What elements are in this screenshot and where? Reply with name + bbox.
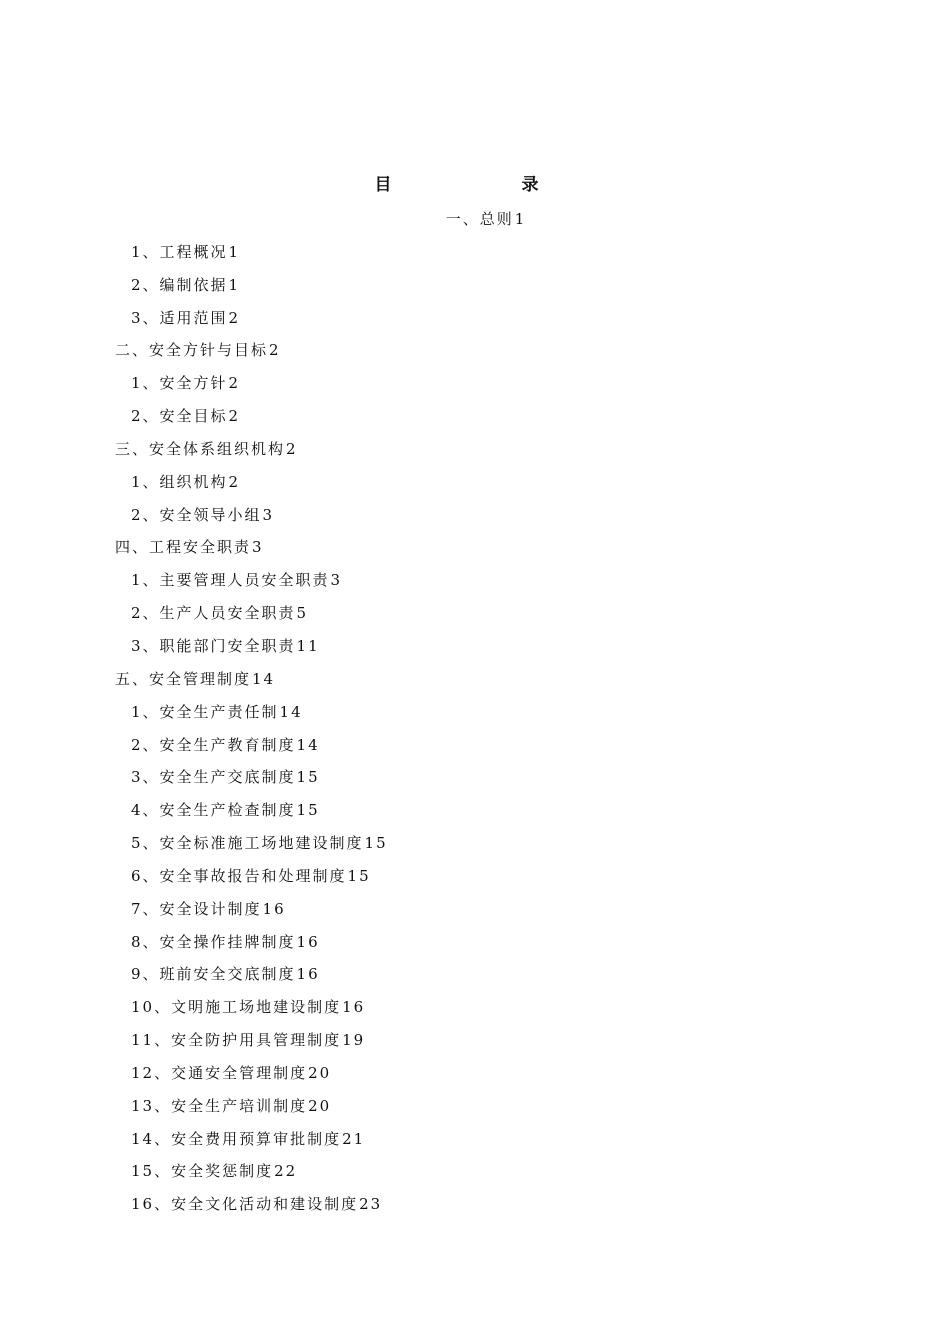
- toc-entry[interactable]: [0, 564, 950, 597]
- toc-entry[interactable]: [0, 302, 950, 335]
- toc-entry-page-number: 16: [262, 899, 286, 918]
- toc-entry-page-number: 20: [308, 1063, 332, 1082]
- toc-entry-page-number: 23: [359, 1195, 383, 1214]
- toc-entry[interactable]: [0, 269, 950, 302]
- toc-entry[interactable]: [0, 1123, 950, 1156]
- toc-entry-page-number: 11: [296, 636, 320, 655]
- toc-entry[interactable]: [0, 663, 950, 696]
- toc-entry-title: 16、安全文化活动和建设制度: [131, 1195, 359, 1214]
- toc-entry-title: 6、安全事故报告和处理制度: [131, 866, 347, 885]
- toc-entry-title: 1、组织机构: [131, 472, 228, 491]
- toc-entry-page-number: 16: [342, 998, 366, 1017]
- toc-entry-page-number: 2: [228, 374, 241, 393]
- toc-entry-page-number: 2: [228, 308, 241, 327]
- toc-entry[interactable]: [0, 236, 950, 269]
- toc-entry-page-number: 16: [296, 932, 320, 951]
- toc-entry-title: 2、安全领导小组: [131, 505, 262, 524]
- toc-entry-page-number: 22: [274, 1162, 298, 1181]
- toc-entry-page-number: 3: [330, 571, 343, 590]
- toc-title: 目 录: [374, 175, 601, 195]
- toc-entry-page-number: 14: [252, 669, 276, 688]
- toc-entry-title: 2、安全生产教育制度: [131, 735, 296, 754]
- toc-entry-page-number: 1: [514, 210, 527, 228]
- toc-entry[interactable]: [0, 400, 950, 433]
- toc-entry[interactable]: [0, 1090, 950, 1123]
- toc-entry-page-number: 20: [308, 1096, 332, 1115]
- toc-entry-page-number: 14: [296, 735, 320, 754]
- toc-entry-title: 3、职能部门安全职责: [131, 636, 296, 655]
- toc-entry-title: 14、安全费用预算审批制度: [131, 1129, 342, 1148]
- toc-entry-title: 2、安全目标: [131, 407, 228, 426]
- toc-entry-page-number: 1: [228, 242, 241, 261]
- toc-entry-page-number: 3: [252, 538, 264, 557]
- toc-entry-page-number: 21: [342, 1129, 366, 1148]
- toc-entry[interactable]: [0, 334, 950, 367]
- toc-entry[interactable]: [0, 958, 950, 991]
- toc-entry-title: 1、安全生产责任制: [131, 702, 279, 721]
- toc-entry[interactable]: [0, 761, 950, 794]
- toc-entry-page-number: 2: [286, 439, 298, 458]
- toc-entry-title: 12、交通安全管理制度: [131, 1063, 308, 1082]
- toc-entry-title: 9、班前安全交底制度: [131, 965, 296, 984]
- toc-entry-page-number: 5: [296, 604, 309, 623]
- toc-entry[interactable]: [0, 926, 950, 959]
- toc-entry-page-number: 16: [296, 965, 320, 984]
- toc-entry[interactable]: [0, 499, 950, 532]
- toc-entry-page-number: 15: [347, 866, 371, 885]
- toc-entry-page-number: 2: [228, 472, 241, 491]
- toc-entry[interactable]: [0, 1188, 950, 1221]
- toc-entry-title: 2、生产人员安全职责: [131, 604, 296, 623]
- toc-entry-title: 1、主要管理人员安全职责: [131, 571, 330, 590]
- toc-entry-title: 15、安全奖惩制度: [131, 1162, 274, 1181]
- toc-entry[interactable]: [0, 433, 950, 466]
- toc-entry-title: 三、安全体系组织机构: [115, 439, 286, 458]
- toc-entry-title: 5、安全标准施工场地建设制度: [131, 834, 364, 853]
- toc-entry-title: 4、安全生产检查制度: [131, 801, 296, 820]
- toc-entry-page-number: 1: [228, 275, 241, 294]
- toc-entry[interactable]: [0, 466, 950, 499]
- toc-entry[interactable]: [0, 597, 950, 630]
- toc-entry[interactable]: [0, 1057, 950, 1090]
- toc-entry-title: 7、安全设计制度: [131, 899, 262, 918]
- toc-entry-title: 8、安全操作挂牌制度: [131, 932, 296, 951]
- toc-entry-title: 10、文明施工场地建设制度: [131, 998, 342, 1017]
- table-of-contents: [0, 203, 950, 1221]
- toc-entry-title: 3、安全生产交底制度: [131, 768, 296, 787]
- toc-entry[interactable]: [0, 893, 950, 926]
- toc-entry-page-number: 3: [262, 505, 275, 524]
- toc-entry-page-number: 2: [269, 341, 281, 360]
- toc-entry[interactable]: [0, 203, 950, 236]
- toc-entry-title: 一、总则: [445, 210, 514, 228]
- toc-entry-title: 11、安全防护用具管理制度: [131, 1031, 342, 1050]
- toc-entry-page-number: 15: [364, 834, 388, 853]
- toc-entry-title: 1、工程概况: [131, 242, 228, 261]
- toc-entry-title: 四、工程安全职责: [115, 538, 252, 557]
- toc-entry[interactable]: [0, 794, 950, 827]
- toc-entry-title: 13、安全生产培训制度: [131, 1096, 308, 1115]
- toc-entry[interactable]: [0, 1024, 950, 1057]
- toc-entry[interactable]: [0, 860, 950, 893]
- toc-entry-title: 1、安全方针: [131, 374, 228, 393]
- toc-entry[interactable]: [0, 367, 950, 400]
- toc-entry-page-number: 19: [342, 1031, 366, 1050]
- toc-entry[interactable]: [0, 1155, 950, 1188]
- toc-entry-title: 2、编制依据: [131, 275, 228, 294]
- toc-entry-page-number: 15: [296, 801, 320, 820]
- toc-entry[interactable]: [0, 630, 950, 663]
- toc-entry-title: 五、安全管理制度: [115, 669, 252, 688]
- toc-entry-page-number: 14: [279, 702, 303, 721]
- toc-entry[interactable]: [0, 696, 950, 729]
- toc-entry[interactable]: [0, 827, 950, 860]
- toc-entry[interactable]: [0, 991, 950, 1024]
- toc-entry[interactable]: [0, 729, 950, 762]
- toc-entry-page-number: 15: [296, 768, 320, 787]
- toc-entry-page-number: 2: [228, 407, 241, 426]
- toc-entry-title: 二、安全方针与目标: [115, 341, 269, 360]
- toc-entry[interactable]: [0, 531, 950, 564]
- toc-entry-title: 3、适用范围: [131, 308, 228, 327]
